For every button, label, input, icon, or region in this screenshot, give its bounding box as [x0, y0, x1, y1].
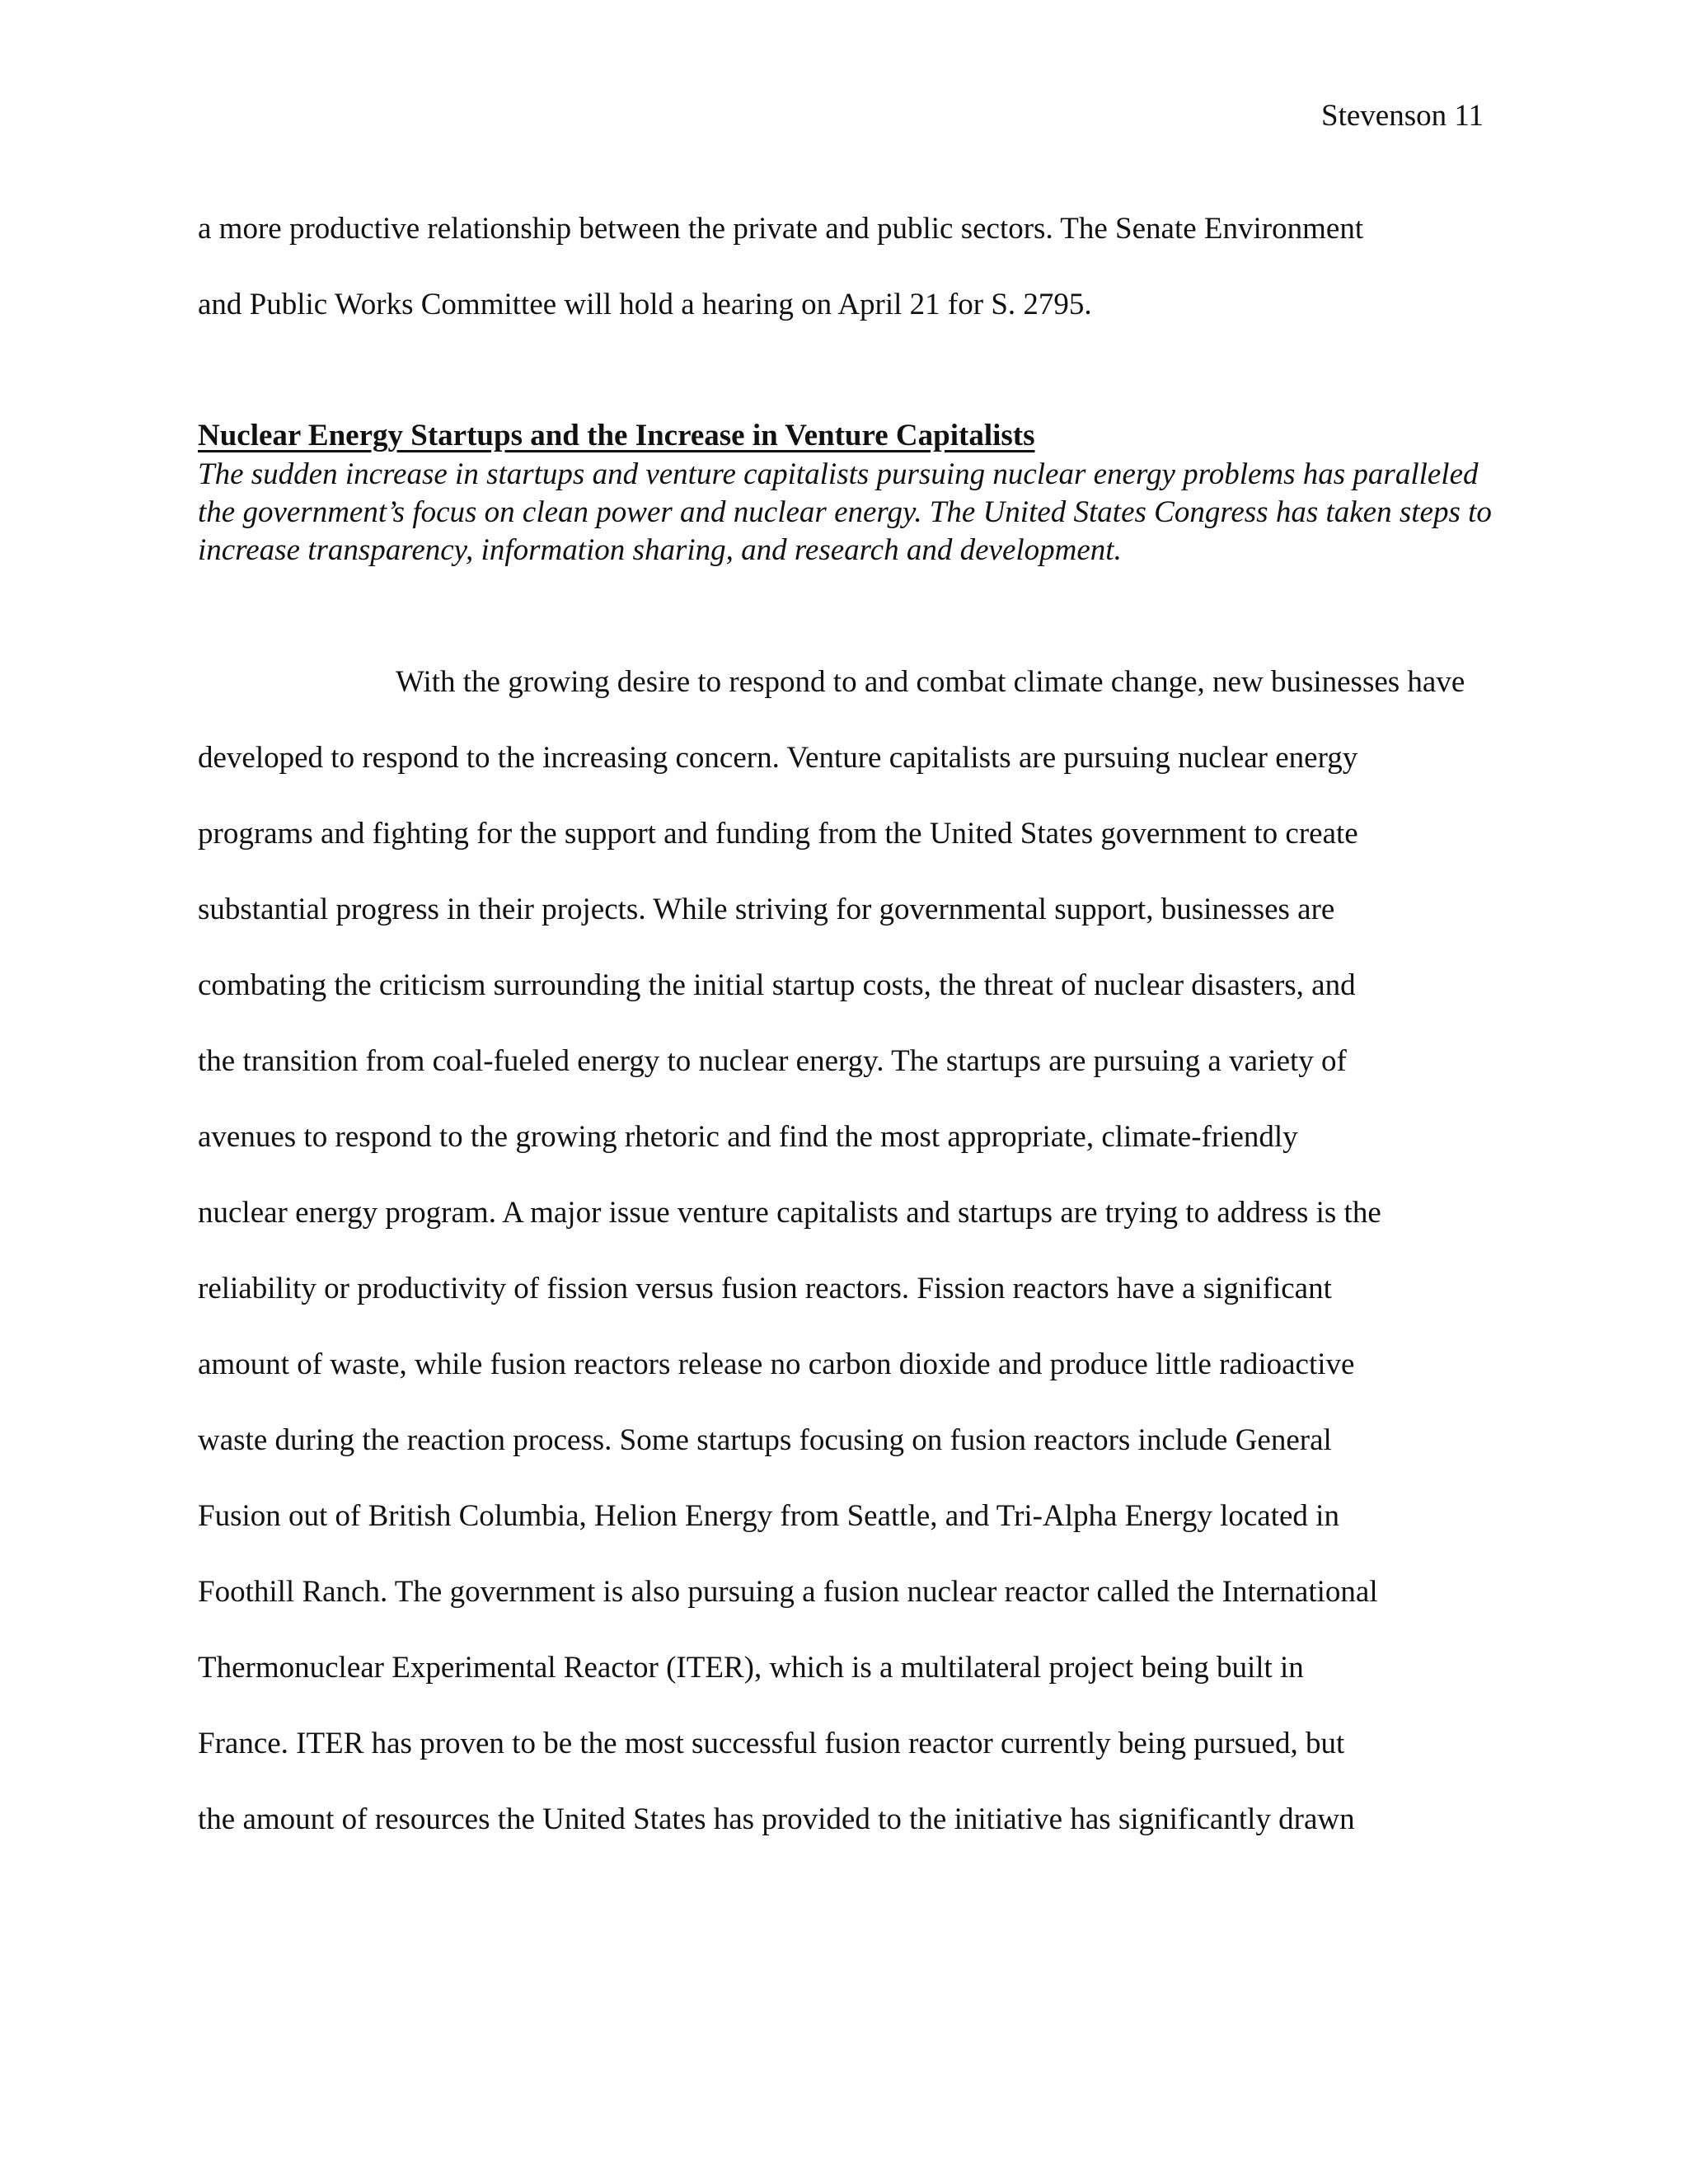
- body-line: amount of waste, while fusion reactors release no carbon dioxide and produce little radioactive: [198, 1347, 1355, 1381]
- body-line: France. ITER has proven to be the most successful fusion reactor currently being pursued, but: [198, 1727, 1345, 1760]
- abstract-line: The sudden increase in startups and venture capitalists pursuing nuclear energy problems has: [198, 457, 1346, 491]
- abstract-line: development.: [959, 533, 1122, 567]
- section-abstract: [198, 456, 1500, 569]
- body-paragraph: [198, 644, 1500, 1858]
- body-line: developed to respond to the increasing concern. Venture capitalists are pursuing nuclear energy: [198, 741, 1358, 775]
- body-line: the amount of resources the United States has provided to the initiative has significantly drawn: [198, 1802, 1355, 1836]
- body-line: Thermonuclear Experimental Reactor (ITER), which is a multilateral project being built in: [198, 1651, 1304, 1685]
- running-head: Stevenson 11: [1321, 99, 1484, 133]
- body-line: With the growing desire to respond to and combat climate change, new businesses have: [396, 665, 1465, 699]
- abstract-line: Congress has taken steps to increase transparency, information sharing, and research and: [198, 495, 1492, 567]
- body-line: nuclear energy program. A major issue venture capitalists and startups are trying to address is the: [198, 1196, 1381, 1230]
- body-line: reliability or productivity of fission versus fusion reactors. Fission reactors have a significant: [198, 1272, 1332, 1305]
- text-line: and Public Works Committee will hold a hearing on April 21 for S. 2795.: [198, 288, 1092, 321]
- body-line: combating the criticism surrounding the initial startup costs, the threat of nuclear disasters, and: [198, 968, 1356, 1002]
- body-line: Fusion out of British Columbia, Helion Energy from Seattle, and Tri-Alpha Energy located in: [198, 1499, 1339, 1533]
- body-line: Foothill Ranch. The government is also pursuing a fusion nuclear reactor called the International: [198, 1575, 1378, 1609]
- body-line: waste during the reaction process. Some startups focusing on fusion reactors include General: [198, 1423, 1332, 1457]
- continuation-paragraph: [198, 191, 1500, 343]
- section-heading: Nuclear Energy Startups and the Increase in Venture Capitalists: [198, 419, 1035, 452]
- body-line: the transition from coal-fueled energy to nuclear energy. The startups are pursuing a variety of: [198, 1044, 1347, 1078]
- abstract-line: paralleled the government’s focus on clean power and nuclear energy. The United States: [198, 457, 1479, 529]
- body-line: avenues to respond to the growing rhetoric and find the most appropriate, climate-friendly: [198, 1120, 1298, 1154]
- body-line: substantial progress in their projects. While striving for governmental support, businesses are: [198, 893, 1335, 926]
- body-line: programs and fighting for the support and funding from the United States government to create: [198, 817, 1358, 851]
- text-line: a more productive relationship between the private and public sectors. The Senate Environment: [198, 212, 1364, 246]
